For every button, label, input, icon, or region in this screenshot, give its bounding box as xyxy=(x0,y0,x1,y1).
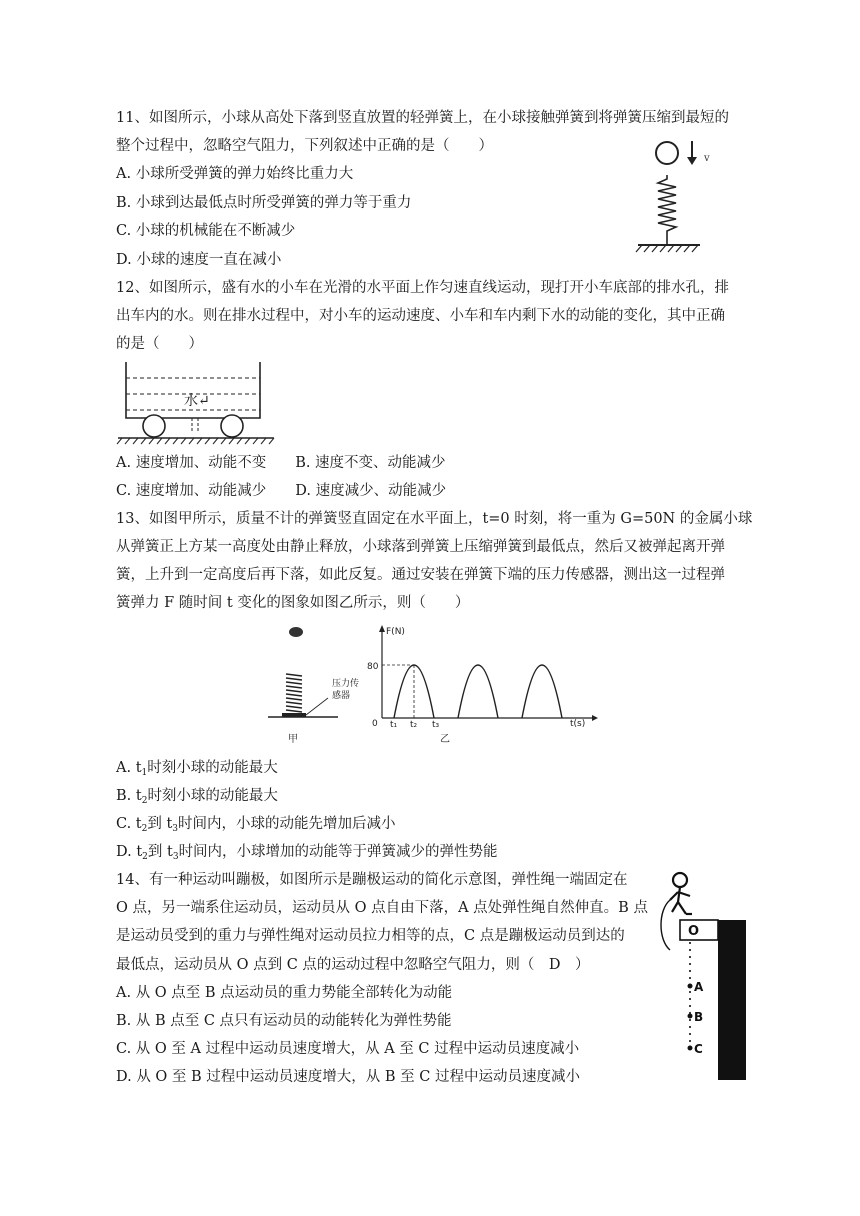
spring-icon xyxy=(658,175,676,245)
q11-stem-line1: 11、如图所示，小球从高处下落到竖直放置的轻弹簧上，在小球接触弹簧到将弹簧压缩到最短的 xyxy=(116,110,729,126)
q11-option-b: B. 小球到达最低点时所受弹簧的弹力等于重力 xyxy=(116,195,412,211)
svg-text:A: A xyxy=(694,980,704,994)
q14-option-b: B. 从 B 点至 C 点只有运动员的动能转化为弹性势能 xyxy=(116,1013,452,1029)
svg-text:感器: 感器 xyxy=(332,691,351,701)
force-curve-3 xyxy=(522,665,562,718)
q14-stem-line4: 最低点，运动员从 O 点到 C 点的运动过程中忽略空气阻力，则（ D ） xyxy=(116,957,590,973)
svg-text:甲: 甲 xyxy=(288,734,298,745)
q11-option-d: D. 小球的速度一直在减小 xyxy=(116,252,282,268)
q13-option-a: A. $t_1$时刻小球的动能最大 xyxy=(116,760,278,778)
q14-bungee-figure xyxy=(656,870,752,1084)
svg-text:v: v xyxy=(704,153,710,164)
q14-option-d: D. 从 O 至 B 过程中运动员速度增大，从 B 至 C 过程中运动员速度减小 xyxy=(116,1069,580,1085)
svg-text:B: B xyxy=(694,1010,704,1024)
q13-stem-line4: 簧弹力 F 随时间 t 变化的图象如图乙所示，则（ ） xyxy=(116,595,470,611)
wheel-icon xyxy=(143,415,165,437)
point-c xyxy=(688,1046,693,1051)
svg-text:80: 80 xyxy=(367,662,379,672)
ball-icon xyxy=(289,627,303,637)
q11-option-c: C. 小球的机械能在不断减少 xyxy=(116,223,296,239)
q11-spring-ball-figure xyxy=(630,135,740,267)
q12-options-row1: A. 速度增加、动能不变 B. 速度不变、动能减少 xyxy=(116,455,446,471)
q12-stem-line1: 12、如图所示，盛有水的小车在光滑的水平面上作匀速直线运动，现打开小车底部的排水孔，排 xyxy=(116,280,729,296)
svg-text:压力传: 压力传 xyxy=(332,679,360,689)
svg-text:水↵: 水↵ xyxy=(184,393,210,409)
jumper-icon xyxy=(670,873,692,914)
svg-text:C: C xyxy=(694,1042,703,1056)
q13-stem-line3: 簧，上升到一定高度后再下落，如此反复。通过安装在弹簧下端的压力传感器，测出这一过程弹 xyxy=(116,567,725,583)
point-a xyxy=(688,984,693,989)
svg-text:t₁: t₁ xyxy=(390,720,398,730)
wheel-icon xyxy=(221,415,243,437)
force-curve-2 xyxy=(458,665,498,718)
q13-stem-line1: 13、如图甲所示，质量不计的弹簧竖直固定在水平面上，t=0 时刻，将一重为 G=50N 的金属小球 xyxy=(116,511,753,527)
q14-option-a: A. 从 O 点至 B 点运动员的重力势能全部转化为动能 xyxy=(116,985,453,1001)
q14-option-c: C. 从 O 至 A 过程中运动员速度增大，从 A 至 C 过程中运动员速度减小 xyxy=(116,1041,580,1057)
svg-text:O: O xyxy=(688,924,700,939)
svg-text:乙: 乙 xyxy=(440,734,450,745)
q14-stem-line2: O 点，另一端系住运动员，运动员从 O 点自由下落，A 点处弹性绳自然伸直。B 点 xyxy=(116,900,648,916)
svg-text:t₃: t₃ xyxy=(432,720,440,730)
q12-stem-line3: 的是（ ） xyxy=(116,336,203,352)
q14-stem-line1: 14、有一种运动叫蹦极，如图所示是蹦极运动的简化示意图，弹性绳一端固定在 xyxy=(116,872,628,888)
cliff-wall xyxy=(718,920,746,1080)
svg-text:0: 0 xyxy=(372,719,378,729)
elastic-rope xyxy=(661,900,670,950)
point-b xyxy=(688,1014,693,1019)
q13-option-c: C. $t_2$到 $t_3$时间内，小球的动能先增加后减小 xyxy=(116,816,396,834)
q11-option-a: A. 小球所受弹簧的弹力始终比重力大 xyxy=(116,166,354,182)
svg-text:t(s): t(s) xyxy=(570,719,586,729)
q12-options-row2: C. 速度增加、动能减少 D. 速度减少、动能减少 xyxy=(116,483,447,499)
q13-option-d: D. $t_2$到 $t_3$时间内，小球增加的动能等于弹簧减少的弹性势能 xyxy=(116,844,498,862)
svg-text:t₂: t₂ xyxy=(410,720,418,730)
q14-stem-line3: 是运动员受到的重力与弹性绳对运动员拉力相等的点，C 点是蹦极运动员到达的 xyxy=(116,928,625,944)
svg-text:F(N): F(N) xyxy=(386,627,405,637)
q13-option-b: B. $t_2$时刻小球的动能最大 xyxy=(116,788,278,806)
q12-stem-line2: 出车内的水。则在排水过程中，对小车的运动速度、小车和车内剩下水的动能的变化，其中正确 xyxy=(116,308,725,324)
q11-stem-line2: 整个过程中，忽略空气阻力，下列叙述中正确的是（ ） xyxy=(116,138,493,154)
spring-icon xyxy=(286,672,302,713)
q12-water-cart-figure xyxy=(114,358,278,448)
ball-icon xyxy=(656,142,678,164)
q13-spring-sensor-graph-figure xyxy=(262,620,602,750)
q13-stem-line2: 从弹簧正上方某一高度处由静止释放，小球落到弹簧上压缩弹簧到最低点，然后又被弹起离开弹 xyxy=(116,539,725,555)
